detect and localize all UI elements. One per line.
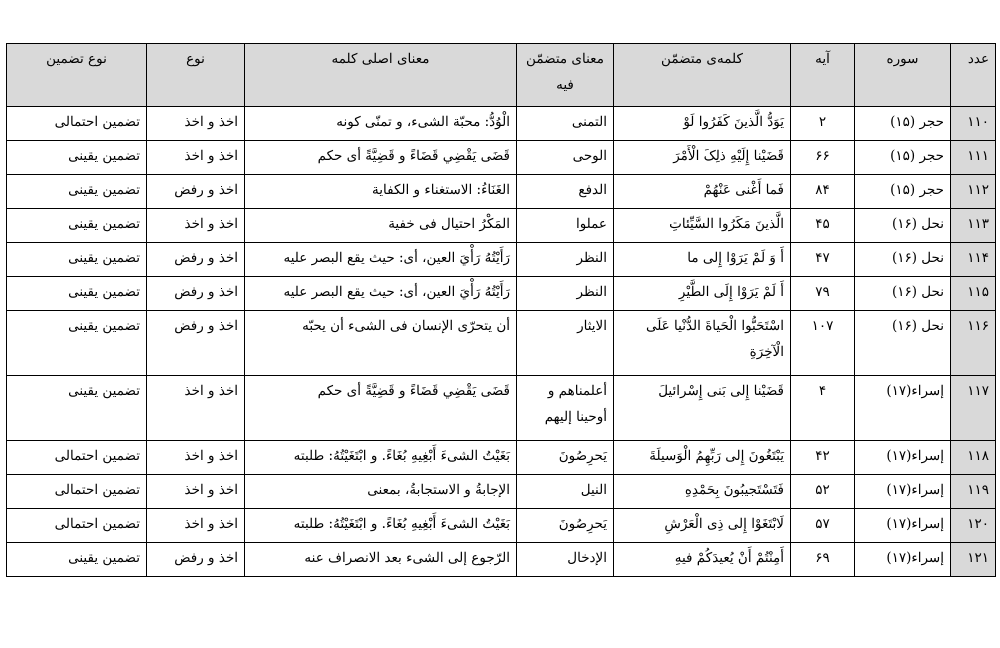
- cell-original: رَأَيْتُهُ رَأْيَ العین، أی: حیث یقع البصر علیه: [245, 243, 517, 277]
- table-row: [7, 543, 996, 577]
- table-row: [7, 175, 996, 209]
- cell-number: ۱۱۷: [951, 376, 996, 441]
- cell-original: أن یتحرّى الإنسان فی الشیء أن یحبّه: [245, 311, 517, 376]
- cell-original: رَأَيْتُهُ رَأْيَ العین، أی: حیث یقع البصر علیه: [245, 277, 517, 311]
- cell-number: ۱۱۲: [951, 175, 996, 209]
- data-table: [6, 43, 996, 577]
- header-type: نوع: [147, 44, 245, 107]
- cell-number: ۱۱۳: [951, 209, 996, 243]
- cell-original: الإجابةُ و الاستجابةُ، بمعنی: [245, 475, 517, 509]
- cell-inclusion: تضمین احتمالی: [7, 509, 147, 543]
- cell-meaning: الوحی: [517, 141, 614, 175]
- cell-word: یَوَدُّ الَّذینَ کَفَرُوا لَوْ: [614, 107, 791, 141]
- cell-meaning: النظر: [517, 277, 614, 311]
- cell-original: الغَنَاءُ: الاستغناء و الکفایة: [245, 175, 517, 209]
- cell-number: ۱۱۹: [951, 475, 996, 509]
- cell-word: اسْتَحَبُّوا الْحَیاةَ الدُّنْیا عَلَی الْآخِرَةِ: [614, 311, 791, 376]
- table-row: [7, 441, 996, 475]
- header-number: عدد: [951, 44, 996, 107]
- cell-number: ۱۲۱: [951, 543, 996, 577]
- cell-inclusion: تضمین یقینی: [7, 243, 147, 277]
- table-row: [7, 311, 996, 376]
- cell-word: أَ لَمْ یَرَوْا إِلَی الطَّیْرِ: [614, 277, 791, 311]
- cell-type: اخذ و اخذ: [147, 441, 245, 475]
- cell-ayah: ۸۴: [791, 175, 855, 209]
- cell-inclusion: تضمین احتمالی: [7, 107, 147, 141]
- header-surah: سوره: [855, 44, 951, 107]
- cell-word: لَابْتَغَوْا إِلی ذِی الْعَرْشِ: [614, 509, 791, 543]
- cell-inclusion: تضمین احتمالی: [7, 441, 147, 475]
- cell-inclusion: تضمین یقینی: [7, 141, 147, 175]
- cell-type: اخذ و اخذ: [147, 141, 245, 175]
- cell-surah: نحل (۱۶): [855, 277, 951, 311]
- cell-type: اخذ و رفض: [147, 543, 245, 577]
- cell-ayah: ۱۰۷: [791, 311, 855, 376]
- table-row: [7, 243, 996, 277]
- cell-word: الَّذینَ مَکَرُوا السَّیِّئاتِ: [614, 209, 791, 243]
- header-ayah: آیه: [791, 44, 855, 107]
- cell-word: قَضَیْنا إِلی بَنی إِسْرائیلَ: [614, 376, 791, 441]
- cell-ayah: ۴: [791, 376, 855, 441]
- cell-type: اخذ و رفض: [147, 175, 245, 209]
- cell-meaning: النیل: [517, 475, 614, 509]
- cell-surah: نحل (۱۶): [855, 209, 951, 243]
- cell-ayah: ۲: [791, 107, 855, 141]
- table-row: [7, 509, 996, 543]
- cell-meaning: عملوا: [517, 209, 614, 243]
- cell-surah: إسراء(۱۷): [855, 441, 951, 475]
- cell-inclusion: تضمین یقینی: [7, 543, 147, 577]
- cell-meaning: الایثار: [517, 311, 614, 376]
- cell-inclusion: تضمین یقینی: [7, 277, 147, 311]
- table-row: [7, 141, 996, 175]
- cell-word: فَما أَغْنی عَنْهُمْ: [614, 175, 791, 209]
- cell-surah: نحل (۱۶): [855, 243, 951, 277]
- header-word: کلمه‌ی متضمّن: [614, 44, 791, 107]
- cell-original: بَغَيْتُ الشیءَ أَبْغِيهِ بُغَاءً. و ابْتَغَيْتُهُ: طلبته: [245, 441, 517, 475]
- cell-original: قَضَى يَقْضِي قَضَاءً و قَضِيَّةً أی حکم: [245, 376, 517, 441]
- table-row: [7, 107, 996, 141]
- cell-inclusion: تضمین یقینی: [7, 311, 147, 376]
- cell-ayah: ۶۹: [791, 543, 855, 577]
- cell-surah: إسراء(۱۷): [855, 543, 951, 577]
- cell-surah: نحل (۱۶): [855, 311, 951, 376]
- cell-type: اخذ و رفض: [147, 311, 245, 376]
- cell-meaning: التمنی: [517, 107, 614, 141]
- cell-meaning: الإدخال: [517, 543, 614, 577]
- cell-meaning: یَحرِصُونَ: [517, 509, 614, 543]
- cell-word: یَبْتَغُونَ إِلی رَبِّهِمُ الْوَسیلَةَ: [614, 441, 791, 475]
- table-row: [7, 277, 996, 311]
- cell-word: أَ وَ لَمْ یَرَوْا إِلی ما: [614, 243, 791, 277]
- cell-inclusion: تضمین احتمالی: [7, 475, 147, 509]
- cell-ayah: ۶۶: [791, 141, 855, 175]
- header-meaning-included: معنای متضمّن فیه: [517, 44, 614, 107]
- cell-type: اخذ و اخذ: [147, 475, 245, 509]
- cell-ayah: ۵۲: [791, 475, 855, 509]
- header-inclusion-type: نوع تضمین: [7, 44, 147, 107]
- cell-number: ۱۱۴: [951, 243, 996, 277]
- cell-inclusion: تضمین یقینی: [7, 209, 147, 243]
- table-row: [7, 376, 996, 441]
- cell-number: ۱۱۶: [951, 311, 996, 376]
- cell-surah: حجر (۱۵): [855, 141, 951, 175]
- table-container: [6, 43, 995, 577]
- cell-surah: حجر (۱۵): [855, 107, 951, 141]
- cell-ayah: ۷۹: [791, 277, 855, 311]
- cell-original: المَكْرُ احتیال فی خفیة: [245, 209, 517, 243]
- cell-type: اخذ و اخذ: [147, 509, 245, 543]
- cell-surah: حجر (۱۵): [855, 175, 951, 209]
- cell-ayah: ۴۷: [791, 243, 855, 277]
- cell-meaning: النظر: [517, 243, 614, 277]
- cell-number: ۱۱۱: [951, 141, 996, 175]
- cell-surah: إسراء(۱۷): [855, 475, 951, 509]
- cell-word: قَضَیْنا إِلَیْهِ ذلِکَ الْأَمْرَ: [614, 141, 791, 175]
- cell-type: اخذ و اخذ: [147, 107, 245, 141]
- header-row: [7, 44, 996, 107]
- cell-ayah: ۴۵: [791, 209, 855, 243]
- cell-type: اخذ و اخذ: [147, 209, 245, 243]
- cell-ayah: ۵۷: [791, 509, 855, 543]
- cell-inclusion: تضمین یقینی: [7, 376, 147, 441]
- cell-original: الْوُدُّ: محبّة الشیء، و تمنّی کونه: [245, 107, 517, 141]
- cell-original: الرّجوع إلی الشیء بعد الانصراف عنه: [245, 543, 517, 577]
- cell-type: اخذ و رفض: [147, 243, 245, 277]
- cell-meaning: الدفع: [517, 175, 614, 209]
- cell-original: بَغَيْتُ الشیءَ أَبْغِيهِ بُغَاءً. و ابْتَغَيْتُهُ: طلبته: [245, 509, 517, 543]
- cell-ayah: ۴۲: [791, 441, 855, 475]
- header-original-meaning: معنای اصلی کلمه: [245, 44, 517, 107]
- cell-word: أَمِنْتُمْ أَنْ یُعیدَکُمْ فیهِ: [614, 543, 791, 577]
- cell-surah: إسراء(۱۷): [855, 376, 951, 441]
- cell-type: اخذ و اخذ: [147, 376, 245, 441]
- table-row: [7, 475, 996, 509]
- cell-word: فَتَسْتَجیبُونَ بِحَمْدِهِ: [614, 475, 791, 509]
- cell-meaning: أعلمناهم و أوحینا إلیهم: [517, 376, 614, 441]
- cell-number: ۱۱۰: [951, 107, 996, 141]
- cell-surah: إسراء(۱۷): [855, 509, 951, 543]
- cell-type: اخذ و رفض: [147, 277, 245, 311]
- cell-number: ۱۱۵: [951, 277, 996, 311]
- table-row: [7, 209, 996, 243]
- cell-number: ۱۱۸: [951, 441, 996, 475]
- cell-number: ۱۲۰: [951, 509, 996, 543]
- cell-original: قَضَى يَقْضِي قَضَاءً و قَضِيَّةً أی حکم: [245, 141, 517, 175]
- cell-meaning: یَحرِصُونَ: [517, 441, 614, 475]
- cell-inclusion: تضمین یقینی: [7, 175, 147, 209]
